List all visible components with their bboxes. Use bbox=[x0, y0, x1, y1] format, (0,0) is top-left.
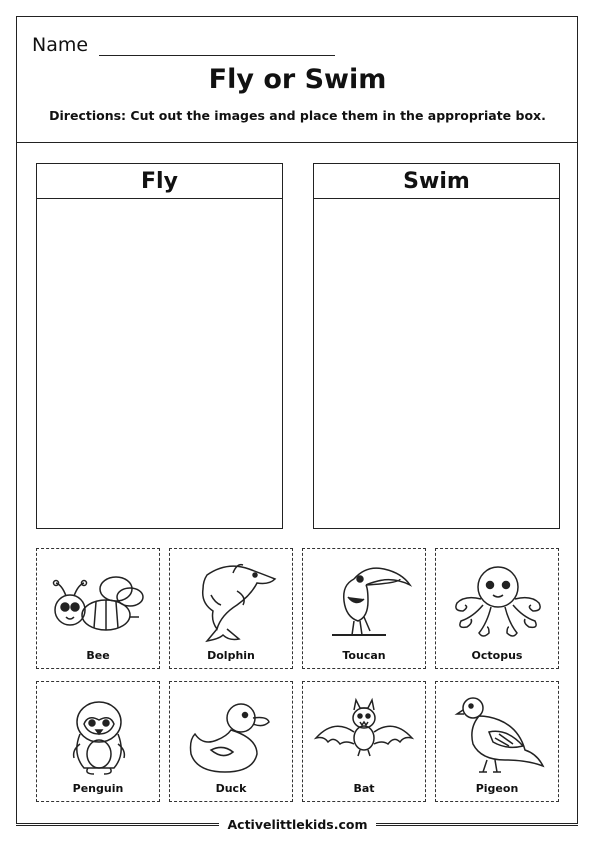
card-duck[interactable] bbox=[169, 681, 293, 802]
name-write-line[interactable] bbox=[99, 55, 335, 56]
card-label-bee: Bee bbox=[86, 649, 110, 662]
swim-box[interactable] bbox=[313, 163, 560, 529]
fly-box[interactable] bbox=[36, 163, 283, 529]
penguin-icon bbox=[44, 688, 154, 780]
octopus-icon bbox=[443, 555, 553, 647]
card-label-octopus: Octopus bbox=[471, 649, 523, 662]
bee-icon bbox=[44, 555, 154, 647]
toucan-icon bbox=[310, 555, 420, 647]
card-bat[interactable] bbox=[302, 681, 426, 802]
duck-icon bbox=[177, 688, 287, 780]
card-label-duck: Duck bbox=[215, 782, 247, 795]
card-pigeon[interactable] bbox=[435, 681, 559, 802]
header-divider bbox=[16, 142, 578, 143]
fly-heading: Fly bbox=[37, 164, 282, 199]
footer-site bbox=[0, 817, 595, 832]
card-bee[interactable] bbox=[36, 548, 160, 669]
footer-site-text: Activelittlekids.com bbox=[219, 817, 375, 832]
swim-heading: Swim bbox=[314, 164, 559, 199]
dolphin-icon bbox=[177, 555, 287, 647]
bat-icon bbox=[310, 688, 420, 780]
card-toucan[interactable] bbox=[302, 548, 426, 669]
directions-text: Directions: Cut out the images and place them in the appropriate box. bbox=[49, 108, 546, 123]
card-label-dolphin: Dolphin bbox=[207, 649, 255, 662]
card-dolphin[interactable] bbox=[169, 548, 293, 669]
card-label-bat: Bat bbox=[353, 782, 375, 795]
name-label: Name bbox=[32, 34, 89, 56]
card-label-toucan: Toucan bbox=[342, 649, 386, 662]
pigeon-icon bbox=[443, 688, 553, 780]
worksheet-title: Fly or Swim bbox=[208, 64, 387, 95]
card-label-pigeon: Pigeon bbox=[475, 782, 519, 795]
card-octopus[interactable] bbox=[435, 548, 559, 669]
card-penguin[interactable] bbox=[36, 681, 160, 802]
card-label-penguin: Penguin bbox=[72, 782, 124, 795]
